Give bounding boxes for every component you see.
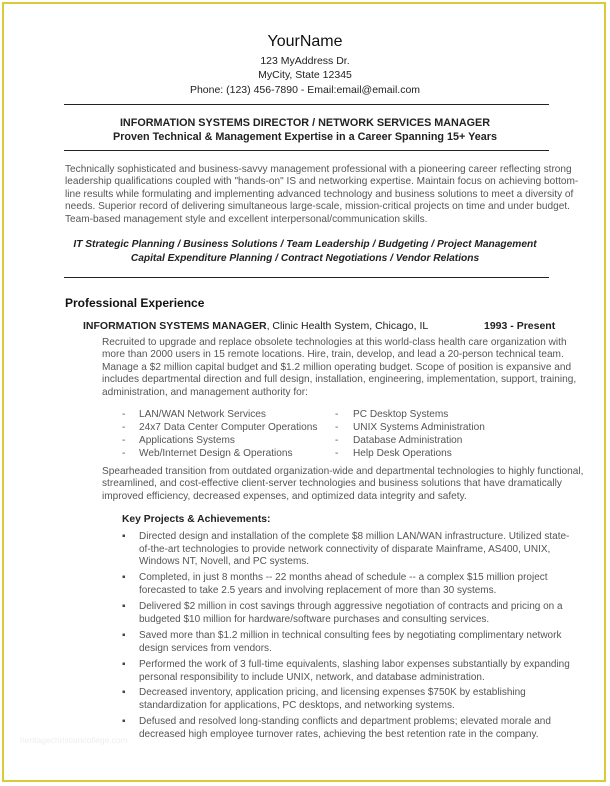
dash-marker: - — [122, 409, 126, 420]
dash-marker: - — [335, 409, 339, 420]
description-line: administration, and management authority for: — [102, 386, 308, 398]
square-bullet-icon: ▪ — [122, 687, 126, 698]
summary-line: leadership qualifications coupled with "hands-on" IS and networking expertise. Maintain focus on achieving bottom- — [65, 176, 579, 188]
scope-item: Help Desk Operations — [353, 448, 452, 459]
scope-item: LAN/WAN Network Services — [139, 409, 266, 420]
description-line: includes departmental direction and full design, installation, engineering, implementation, support, training, — [102, 374, 577, 386]
achievement-line: personal responsibility to include UNIX, network, and database administration. — [139, 671, 485, 683]
summary-line: line results while formulating and implementing advanced technology and business solutions to meet a diversity of — [65, 188, 574, 200]
job-heading — [83, 320, 428, 332]
achievement-line: Directed design and installation of the complete $8 million LAN/WAN infrastructure. Utilized state- — [139, 531, 570, 542]
scope-item: Web/Internet Design & Operations — [139, 448, 293, 459]
section-title-experience: Professional Experience — [65, 296, 205, 310]
description-line: Manage a $2 million capital budget and $1.2 million operating budget. Scope of position is expansive and — [102, 361, 572, 373]
achievement-line: budgeted $10 million for hardware/software purchases and consulting services. — [139, 613, 490, 625]
job-employer: , Clinic Health System, Chicago, IL — [266, 320, 429, 332]
square-bullet-icon: ▪ — [122, 601, 126, 612]
transition-line: improved efficiency, decreased expenses, and optimized data integrity and safety. — [102, 490, 467, 502]
square-bullet-icon: ▪ — [122, 659, 126, 670]
dash-marker: - — [335, 435, 339, 446]
scope-item: Database Administration — [353, 435, 463, 446]
scope-item: UNIX Systems Administration — [353, 422, 485, 433]
job-dates: 1993 - Present — [484, 320, 556, 332]
dash-marker: - — [122, 435, 126, 446]
achievement-line: Performed the work of 3 full-time equivalents, slashing labor expenses substantially by expanding — [139, 659, 570, 670]
job-description — [102, 337, 576, 399]
skills-line: IT Strategic Planning / Business Solutions / Team Leadership / Budgeting / Project Management — [73, 239, 537, 250]
summary-line: needs. Superior record of delivering simultaneous large-scale, mission-critical projects on time and under budget. — [65, 201, 570, 213]
achievement-line: decreased high employee turnover rates, achieving the best retention rate in the company. — [139, 728, 539, 740]
candidate-name: YourName — [267, 33, 343, 50]
dash-marker: - — [335, 448, 339, 459]
scope-item: 24x7 Data Center Computer Operations — [139, 422, 318, 433]
square-bullet-icon: ▪ — [122, 572, 126, 583]
contact-line: Phone: (123) 456-7890 - Email:email@email.com — [189, 84, 421, 96]
achievement-line: of-the-art technologies to provide network connectivity of disparate Mainframe, AS400, UNIX, — [139, 543, 551, 555]
summary-paragraph — [65, 164, 578, 226]
scope-item: Applications Systems — [139, 435, 235, 446]
square-bullet-icon: ▪ — [122, 716, 126, 727]
summary-line: Technically sophisticated and business-savvy management professional with a pioneering career reflecting strong — [65, 164, 572, 175]
job-title: INFORMATION SYSTEMS MANAGER — [83, 320, 267, 332]
achievement-line: Saved more than $1.2 million in technical consulting fees by negotiating complimentary network — [139, 630, 562, 641]
dash-marker: - — [122, 422, 126, 433]
projects-title: Key Projects & Achievements: — [122, 514, 271, 525]
achievement-line: Defused and resolved long-standing conflicts and department problems; elevated morale and — [139, 716, 551, 727]
achievement-line: forecasted to take 2.5 years and involving replacement of more than 30 systems. — [139, 584, 497, 596]
transition-line: streamlined, and cost-effective client-server technologies and business solutions that have dramatically — [102, 478, 562, 490]
skills-divider — [64, 277, 549, 278]
achievement-line: Windows NT, Novell, and PC systems. — [139, 556, 310, 568]
achievement-line: standardization for applications, PC desktops, and networking systems. — [139, 699, 455, 711]
achievement-line: Decreased inventory, application pricing, and licensing expenses $750K by establishing — [139, 687, 526, 698]
summary-line: Team-based management style and excellent interpersonal/communication skills. — [65, 213, 428, 225]
scope-item: PC Desktop Systems — [353, 409, 449, 420]
square-bullet-icon: ▪ — [122, 630, 126, 641]
skills-line: Capital Expenditure Planning / Contract Negotiations / Vendor Relations — [130, 253, 480, 264]
city-line: MyCity, State 12345 — [258, 69, 352, 81]
watermark: heritagechristiancollege.com — [20, 735, 128, 745]
description-line: more than 2000 users in 15 remote locations. Hire, train, develop, and lead a 20-person technical team. — [102, 349, 564, 361]
dash-marker: - — [335, 422, 339, 433]
address-line: 123 MyAddress Dr. — [260, 55, 350, 67]
description-line: Recruited to upgrade and replace obsolete technologies at this world-class health care organization with — [102, 337, 567, 348]
headline-title: INFORMATION SYSTEMS DIRECTOR / NETWORK SERVICES MANAGER — [119, 117, 491, 129]
headline-subtitle: Proven Technical & Management Expertise in a Career Spanning 15+ Years — [113, 131, 497, 143]
achievement-line: design services from vendors. — [139, 642, 272, 654]
achievement-line: Completed, in just 8 months -- 22 months ahead of schedule -- a complex $15 million project — [139, 572, 548, 583]
transition-paragraph — [102, 466, 583, 503]
square-bullet-icon: ▪ — [122, 531, 126, 542]
transition-line: Spearheaded transition from outdated organization-wide and departmental technologies to highly functional, — [102, 466, 584, 477]
achievement-line: Delivered $2 million in cost savings through aggressive negotiation of contracts and pricing on a — [139, 601, 563, 612]
headline-divider — [64, 150, 549, 151]
top-divider — [64, 104, 549, 105]
dash-marker: - — [122, 448, 126, 459]
